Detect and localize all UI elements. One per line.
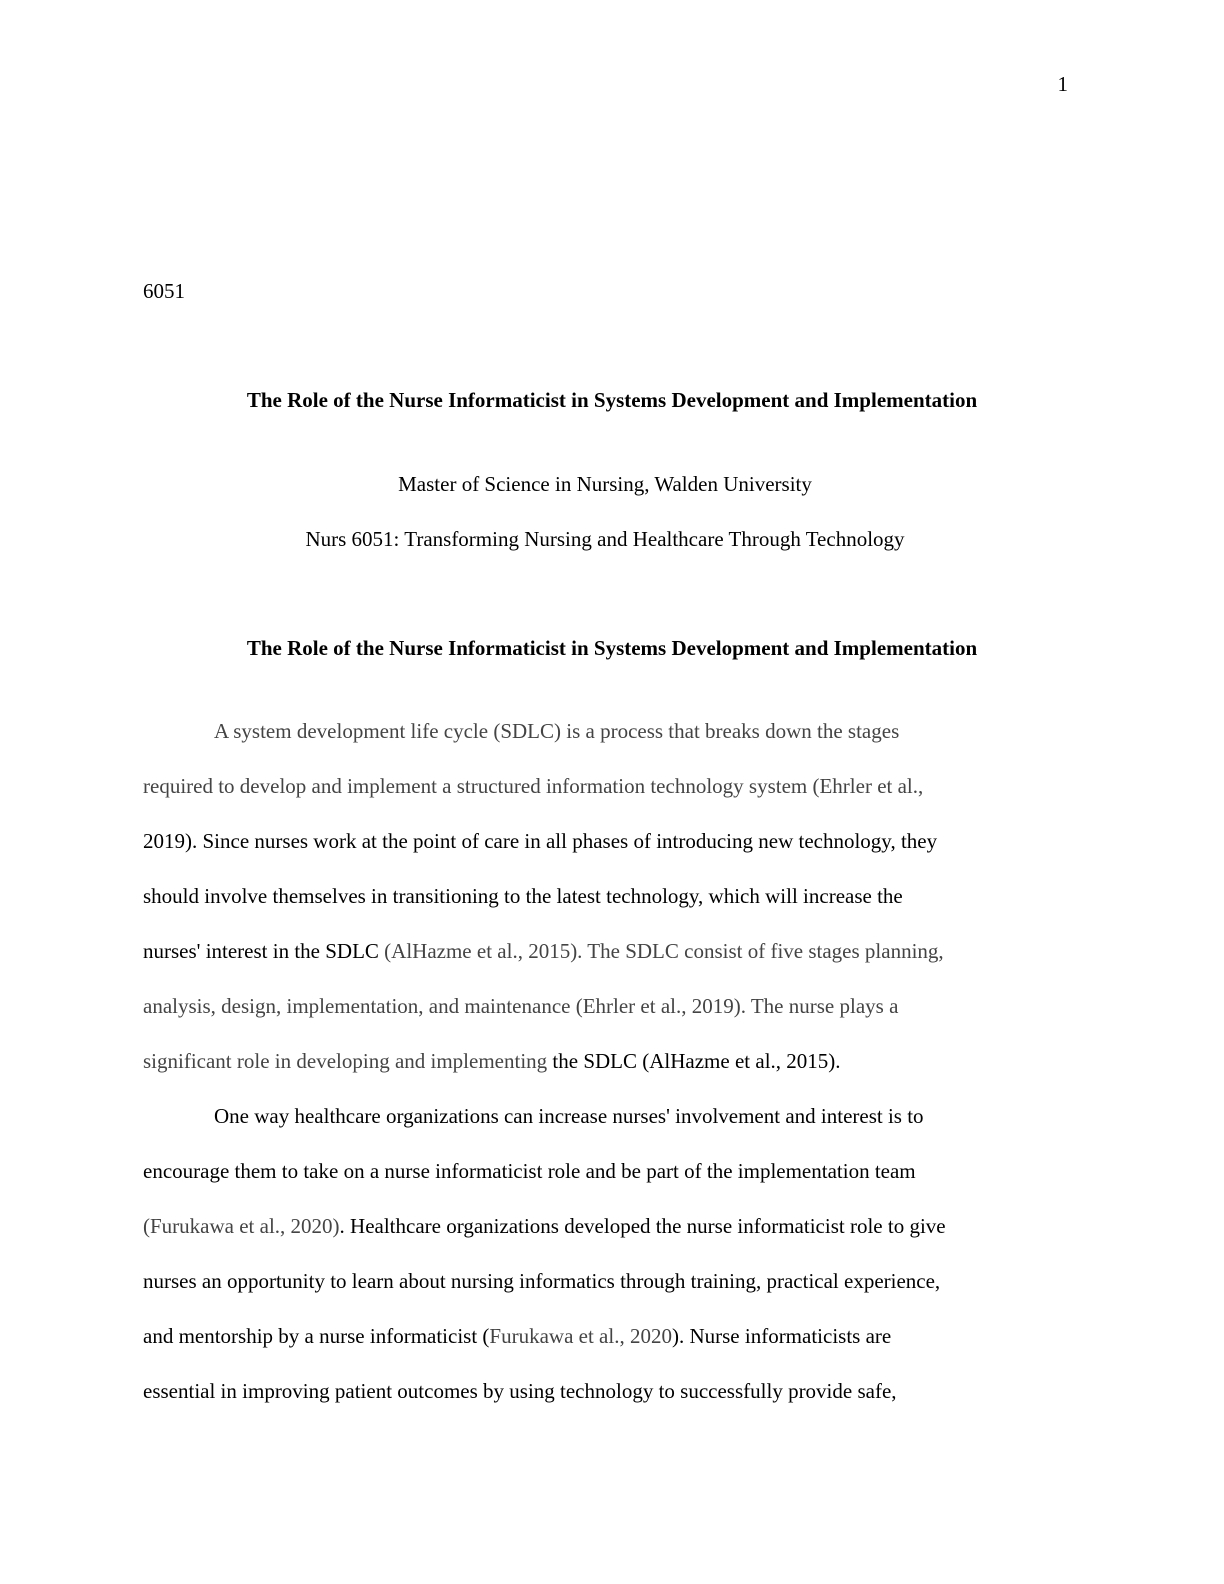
text-segment: (Furukawa et al., 2020) [143,1214,340,1238]
text-segment: significant role in developing and implementing [143,1049,553,1073]
page-number: 1 [1057,72,1068,96]
text-line [143,1324,1068,1379]
text-segment: and mentorship by a nurse informaticist ( [143,1324,490,1348]
text-line [143,939,1068,994]
text-segment: . Healthcare organizations developed the nurse informaticist role to give [339,1214,946,1238]
paragraph-nurse-informaticist-role [143,1104,1068,1434]
text-line [143,1379,1068,1434]
text-line [143,884,1068,939]
text-line [143,774,1068,829]
text-segment: required to develop and implement a structured information technology system (Ehrler et al., [143,774,924,798]
text-segment: Furukawa et al., 2020 [489,1324,672,1348]
program-affiliation: Master of Science in Nursing, Walden University [398,472,812,496]
text-segment: analysis, design, implementation, and maintenance (Ehrler et al., 2019). The nurse plays a [143,994,899,1018]
course-code: 6051 [143,279,185,303]
text-line [143,1269,1068,1324]
text-segment: nurses' interest in the SDLC [143,939,385,963]
text-segment: the SDLC (AlHazme et al., 2015). [552,1049,841,1073]
text-segment: A system development life cycle (SDLC) is a process that breaks down the stages [214,719,900,743]
body-title: The Role of the Nurse Informaticist in Systems Development and Implementation [246,636,978,660]
text-segment: 2019). Since nurses work at the point of care in all phases of introducing new technology, they [143,829,938,853]
text-line [143,719,1068,774]
paragraph-sdlc-intro [143,719,1068,1104]
paper-title: The Role of the Nurse Informaticist in Systems Development and Implementation [246,388,978,412]
text-line [143,1159,1068,1214]
text-line [143,1104,1068,1159]
text-segment: encourage them to take on a nurse informaticist role and be part of the implementation team [143,1159,916,1183]
text-segment: ). Nurse informaticists are [671,1324,892,1348]
text-line [143,994,1068,1049]
text-line [143,1214,1068,1269]
text-segment: One way healthcare organizations can increase nurses' involvement and interest is to [214,1104,924,1128]
text-line [143,1049,1068,1104]
text-segment: essential in improving patient outcomes by using technology to successfully provide safe, [143,1379,897,1403]
text-line [143,829,1068,884]
text-segment: nurses an opportunity to learn about nursing informatics through training, practical experience, [143,1269,941,1293]
course-name: Nurs 6051: Transforming Nursing and Healthcare Through Technology [305,527,905,551]
text-segment: should involve themselves in transitioning to the latest technology, which will increase the [143,884,903,908]
text-segment: (AlHazme et al., 2015). The SDLC consist of five stages planning, [384,939,944,963]
